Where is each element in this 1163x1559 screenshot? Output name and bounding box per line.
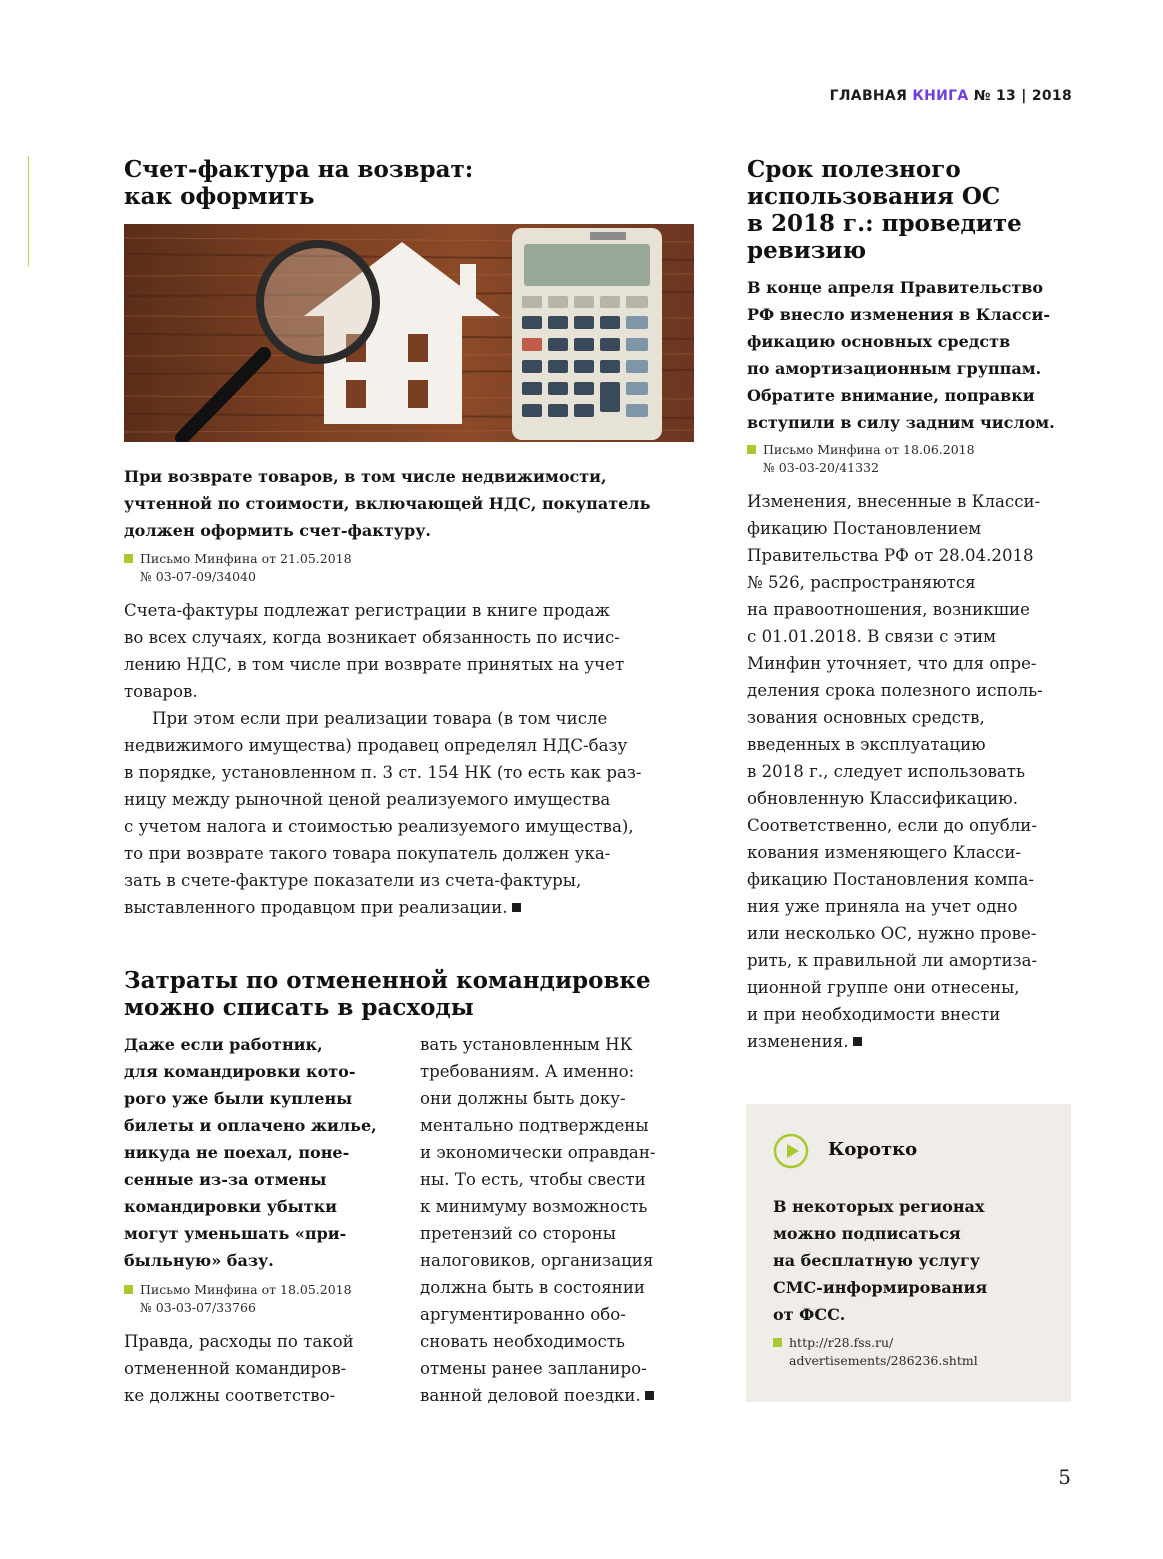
page-number: 5	[1058, 1465, 1071, 1489]
article2-body-col1: Правда, расходы по такой отмененной командиров- ке должны соответство-	[124, 1332, 354, 1405]
header-brand-part1: ГЛАВНАЯ	[829, 88, 908, 104]
article1-title: Счет-фактура на возврат: как оформить	[124, 156, 474, 210]
article1-paragraph-2: При этом если при реализации товара (в том числе недвижимого имущества) продавец определял НДС-базу в порядке, установленном п. 3 ст. 154 НК (то есть как раз- ницу между рыночной ценой реализуемого имущества с учетом налога и стоимостью реализуемого имущества), то при возврате такого товара покупатель должен ука- зать в счете-фактуре показатели из счета-фактуры, выставленного продавцом при реализации.	[124, 709, 642, 917]
magazine-header	[830, 88, 1072, 104]
box-title: Коротко	[828, 1139, 918, 1160]
article1-lead: При возврате товаров, в том числе недвижимости, учтенной по стоимости, включающей НДС, покупатель должен оформить счет-фактуру.	[124, 467, 651, 540]
green-square-bullet-icon	[747, 445, 756, 454]
article1-body	[124, 597, 704, 921]
end-of-article-icon	[645, 1391, 654, 1400]
margin-rule	[28, 156, 29, 266]
article2-body-col2: вать установленным НК требованиям. А именно: они должны быть доку- ментально подтверждены и экономически оправдан- ны. То есть, чтобы свести к минимуму возможность претензий со стороны налоговиков, организация должна быть в состоянии аргументированно обо- сновать необходимость отмены ранее запланиро- ванной деловой поездки.	[420, 1035, 656, 1405]
article3-lead: В конце апреля Правительство РФ внесло изменения в Класси- фикацию основных средств по амортизационным группам. Обратите внимание, поправки вступили в силу задним числом.	[747, 278, 1055, 432]
article3-source-ref: Письмо Минфина от 18.06.2018 № 03-03-20/41332	[747, 441, 1093, 477]
green-square-bullet-icon	[124, 554, 133, 563]
header-issue: № 13 | 2018	[973, 88, 1072, 104]
end-of-article-icon	[512, 903, 521, 912]
box-source-link[interactable]: http://r28.fss.ru/ advertisements/286236.shtml	[773, 1334, 1079, 1370]
article2-lead: Даже если работник, для командировки кото- рого уже были куплены билеты и оплачено жилье, никуда не поехал, поне- сенные из-за отмены командировки убытки могут уменьшать «при- быльную» базу.	[124, 1035, 377, 1270]
green-square-bullet-icon	[773, 1338, 782, 1347]
green-square-bullet-icon	[124, 1285, 133, 1294]
article3-title: Срок полезного использования ОС в 2018 г.: проведите ревизию	[747, 156, 1022, 264]
play-circle-icon	[773, 1133, 809, 1169]
article2-title: Затраты по отмененной командировке можно списать в расходы	[124, 967, 651, 1021]
article1-photo	[124, 224, 694, 442]
box-lead: В некоторых регионах можно подписаться на бесплатную услугу СМС-информирования от ФСС.	[773, 1197, 988, 1324]
brief-news-box	[746, 1104, 1071, 1402]
article1-paragraph-1: Счета-фактуры подлежат регистрации в книге продаж во всех случаях, когда возникает обязанность по исчис- лению НДС, в том числе при возврате принятых на учет товаров.	[124, 601, 625, 701]
article3-body: Изменения, внесенные в Класси- фикацию Постановлением Правительства РФ от 28.04.2018 № 526, распространяются на правоотношения, возникшие с 01.01.2018. В связи с этим Минфин уточняет, что для опре- деления срока полезного исполь- зования основных средств, введенных в эксплуатацию в 2018 г., следует использовать обновленную Классификацию. Соответственно, если до опубли- кования изменяющего Класси- фикацию Постановления компа- ния уже приняла на учет одно или несколько ОС, нужно прове- рить, к правильной ли амортиза- ционной группе они отнесены, и при необходимости внести изменения.	[747, 492, 1043, 1051]
article1-source-ref: Письмо Минфина от 21.05.2018 № 03-07-09/34040	[124, 550, 540, 586]
header-brand-part2: КНИГА	[912, 88, 969, 104]
article2-source-ref: Письмо Минфина от 18.05.2018 № 03-03-07/33766	[124, 1281, 420, 1317]
end-of-article-icon	[853, 1037, 862, 1046]
